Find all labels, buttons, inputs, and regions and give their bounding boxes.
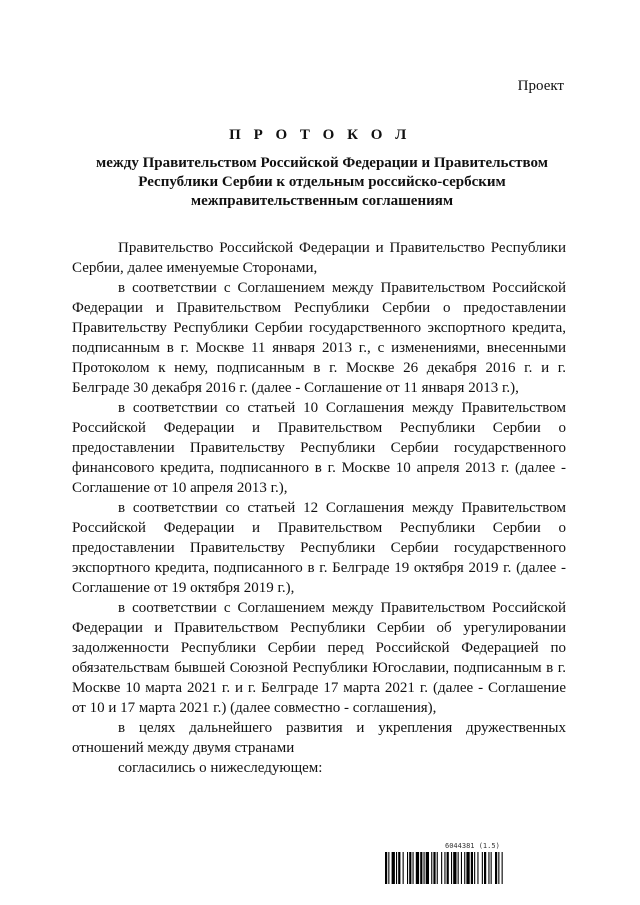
document-body — [72, 238, 566, 778]
paragraph-agreement-2021: в соответствии с Соглашением между Правительством Российской Федерации и Правительством Республики Сербии об урегулировании задолженности Республики Сербии перед Российской Федерацией по обязательствам бывшей Союзной Республики Югославии, подписанным в г. Москве 10 марта 2021 г. и г. Белграде 17 марта 2021 г. (далее - Соглашение от 10 и 17 марта 2021 г.) (далее совместно - соглашения), — [72, 600, 566, 716]
barcode-caption: 6044381 (1.5) — [445, 842, 500, 850]
paragraph-agreement-2013-january: в соответствии с Соглашением между Правительством Российской Федерации и Правительством Республики Сербии о предоставлении Правительству Республики Сербии государственного экспортного кредита, подписанным в г. Москве 11 января 2013 г., с изменениями, внесенными Протоколом к нему, подписанным в г. Москве 26 декабря 2016 г. и г. Белграде 30 декабря 2016 г. (далее - Соглашение от 11 января 2013 г.), — [72, 280, 566, 396]
draft-label: Проект — [517, 78, 564, 94]
paragraph-agreed: согласились о нижеследующем: — [118, 760, 323, 776]
paragraph-agreement-2013-april: в соответствии со статьей 10 Соглашения между Правительством Российской Федерации и Правительством Республики Сербии о предоставлении Правительству Республики Сербии государственного финансового кредита, подписанного в г. Москве 10 апреля 2013 г. (далее - Соглашение от 10 апреля 2013 г.), — [72, 400, 566, 496]
subtitle-line: между Правительством Российской Федерации и Правительством — [96, 155, 548, 171]
document-subtitle — [72, 154, 572, 211]
document-title: П Р О Т О К О Л — [229, 127, 411, 143]
paragraph-agreement-2019: в соответствии со статьей 12 Соглашения между Правительством Российской Федерации и Правительством Республики Сербии о предоставлении Правительству Республики Сербии государственного экспортного кредита, подписанного в г. Белграде 19 октября 2019 г. (далее - Соглашение от 19 октября 2019 г.), — [72, 500, 566, 596]
paragraph-purpose: в целях дальнейшего развития и укрепления дружественных отношений между двумя странами — [72, 720, 566, 756]
subtitle-line: Республики Сербии к отдельным российско-сербским — [138, 174, 506, 190]
paragraph-preamble: Правительство Российской Федерации и Правительство Республики Сербии, далее именуемые Сторонами, — [72, 240, 566, 276]
barcode-block — [385, 842, 573, 888]
barcode-icon — [385, 852, 573, 884]
subtitle-line: межправительственным соглашениям — [190, 193, 454, 209]
